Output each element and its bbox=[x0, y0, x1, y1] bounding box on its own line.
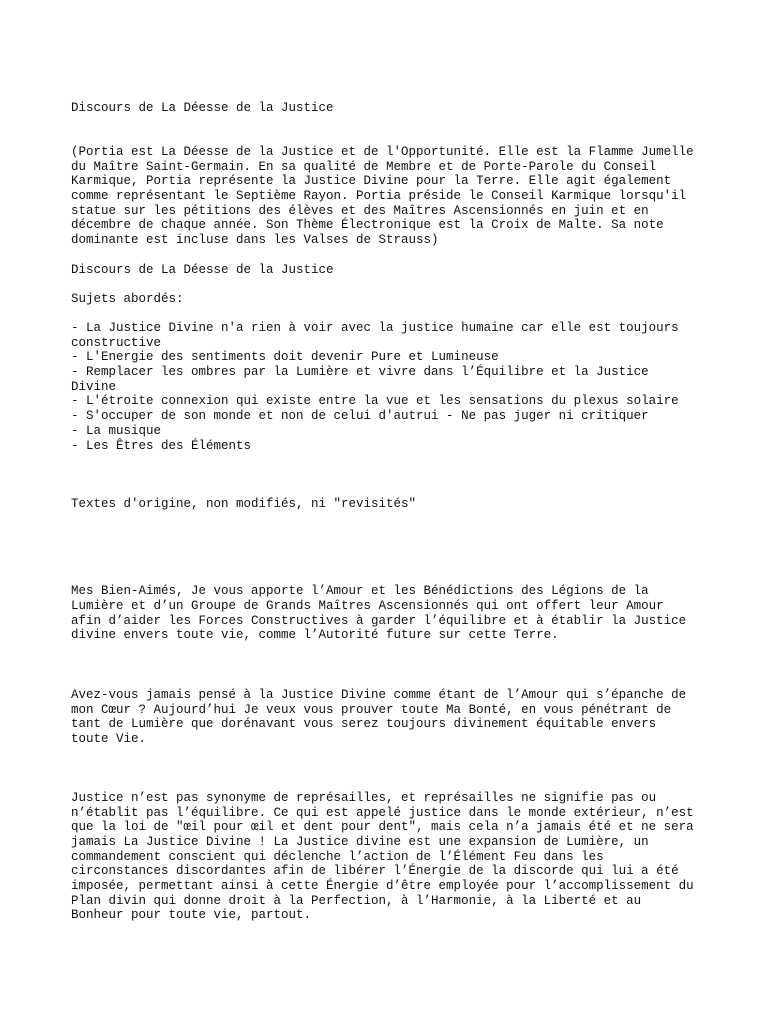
paragraph-line: circonstances discordantes afin de libérer l’Énergie de la discorde qui lui a été bbox=[71, 864, 679, 878]
paragraph-line: n’établit pas l’équilibre. Ce qui est appelé justice dans le monde extérieur, n’est bbox=[71, 806, 694, 820]
paragraph-line: jamais La Justice Divine ! La Justice divine est une expansion de Lumière, un bbox=[71, 835, 649, 849]
paragraph-line: Mes Bien-Aimés, Je vous apporte l’Amour et les Bénédictions des Légions de la bbox=[71, 584, 649, 598]
topic-line: - La musique bbox=[71, 424, 162, 438]
paragraph-line: mon Cœur ? Aujourd’hui Je veux vous prouver toute Ma Bonté, en vous pénétrant de bbox=[71, 703, 672, 717]
paragraph-line: afin d’aider les Forces Constructives à garder l’équilibre et à établir la Justice bbox=[71, 614, 687, 628]
topic-line: - L'Energie des sentiments doit devenir Pure et Lumineuse bbox=[71, 350, 499, 364]
section-title: Discours de La Déesse de la Justice bbox=[71, 263, 334, 277]
topic-line: - Remplacer les ombres par la Lumière et vivre dans l’Équilibre et la Justice bbox=[71, 365, 649, 379]
paragraph-line: imposée, permettant ainsi à cette Énergie d’être employée pour l’accomplissement du bbox=[71, 879, 694, 893]
paragraph-line: tant de Lumière que dorénavant vous serez toujours divinement équitable envers bbox=[71, 717, 657, 731]
intro-line: (Portia est La Déesse de la Justice et de l'Opportunité. Elle est la Flamme Jumelle bbox=[71, 145, 694, 159]
topics-heading: Sujets abordés: bbox=[71, 292, 184, 306]
paragraph-line: Avez-vous jamais pensé à la Justice Divine comme étant de l’Amour qui s’épanche de bbox=[71, 688, 687, 702]
topic-line: Divine bbox=[71, 380, 117, 394]
paragraph-line: Bonheur pour toute vie, partout. bbox=[71, 908, 312, 922]
intro-line: statue sur les pétitions des élèves et des Maîtres Ascensionnés en juin et en bbox=[71, 204, 649, 218]
paragraph-line: Lumière et d’un Groupe de Grands Maîtres Ascensionnés qui ont offert leur Amour bbox=[71, 599, 664, 613]
paragraph-line: commandement conscient qui déclenche l’action de l’Élément Feu dans les bbox=[71, 850, 604, 864]
topic-line: - La Justice Divine n'a rien à voir avec la justice humaine car elle est toujours bbox=[71, 321, 679, 335]
intro-line: comme représentant le Septième Rayon. Portia préside le Conseil Karmique lorsqu'il bbox=[71, 189, 687, 203]
paragraph-line: Plan divin qui donne droit à la Perfection, à l’Harmonie, à la Liberté et au bbox=[71, 894, 642, 908]
intro-line: du Maître Saint-Germain. En sa qualité de Membre et de Porte-Parole du Conseil bbox=[71, 160, 657, 174]
topic-line: - S'occuper de son monde et non de celui d'autrui - Ne pas juger ni critiquer bbox=[71, 409, 649, 423]
paragraph-line: que la loi de "œil pour œil et dent pour dent", mais cela n’a jamais été et ne sera bbox=[71, 820, 694, 834]
paragraph-line: divine envers toute vie, comme l’Autorité future sur cette Terre. bbox=[71, 628, 559, 642]
paragraph-line: Justice n’est pas synonyme de représailles, et représailles ne signifie pas ou bbox=[71, 791, 657, 805]
topic-line: - Les Êtres des Éléments bbox=[71, 439, 252, 453]
intro-line: Karmique, Portia représente la Justice Divine pour la Terre. Elle agit également bbox=[71, 174, 672, 188]
topic-line: - L'étroite connexion qui existe entre la vue et les sensations du plexus solaire bbox=[71, 394, 679, 408]
paragraph-line: toute Vie. bbox=[71, 732, 147, 746]
intro-line: décembre de chaque année. Son Thème Électronique est la Croix de Malte. Sa note bbox=[71, 218, 664, 232]
topic-line: constructive bbox=[71, 336, 162, 350]
intro-line: dominante est incluse dans les Valses de Strauss) bbox=[71, 233, 439, 247]
source-note: Textes d'origine, non modifiés, ni "revisités" bbox=[71, 497, 417, 511]
document-title: Discours de La Déesse de la Justice bbox=[71, 101, 334, 115]
